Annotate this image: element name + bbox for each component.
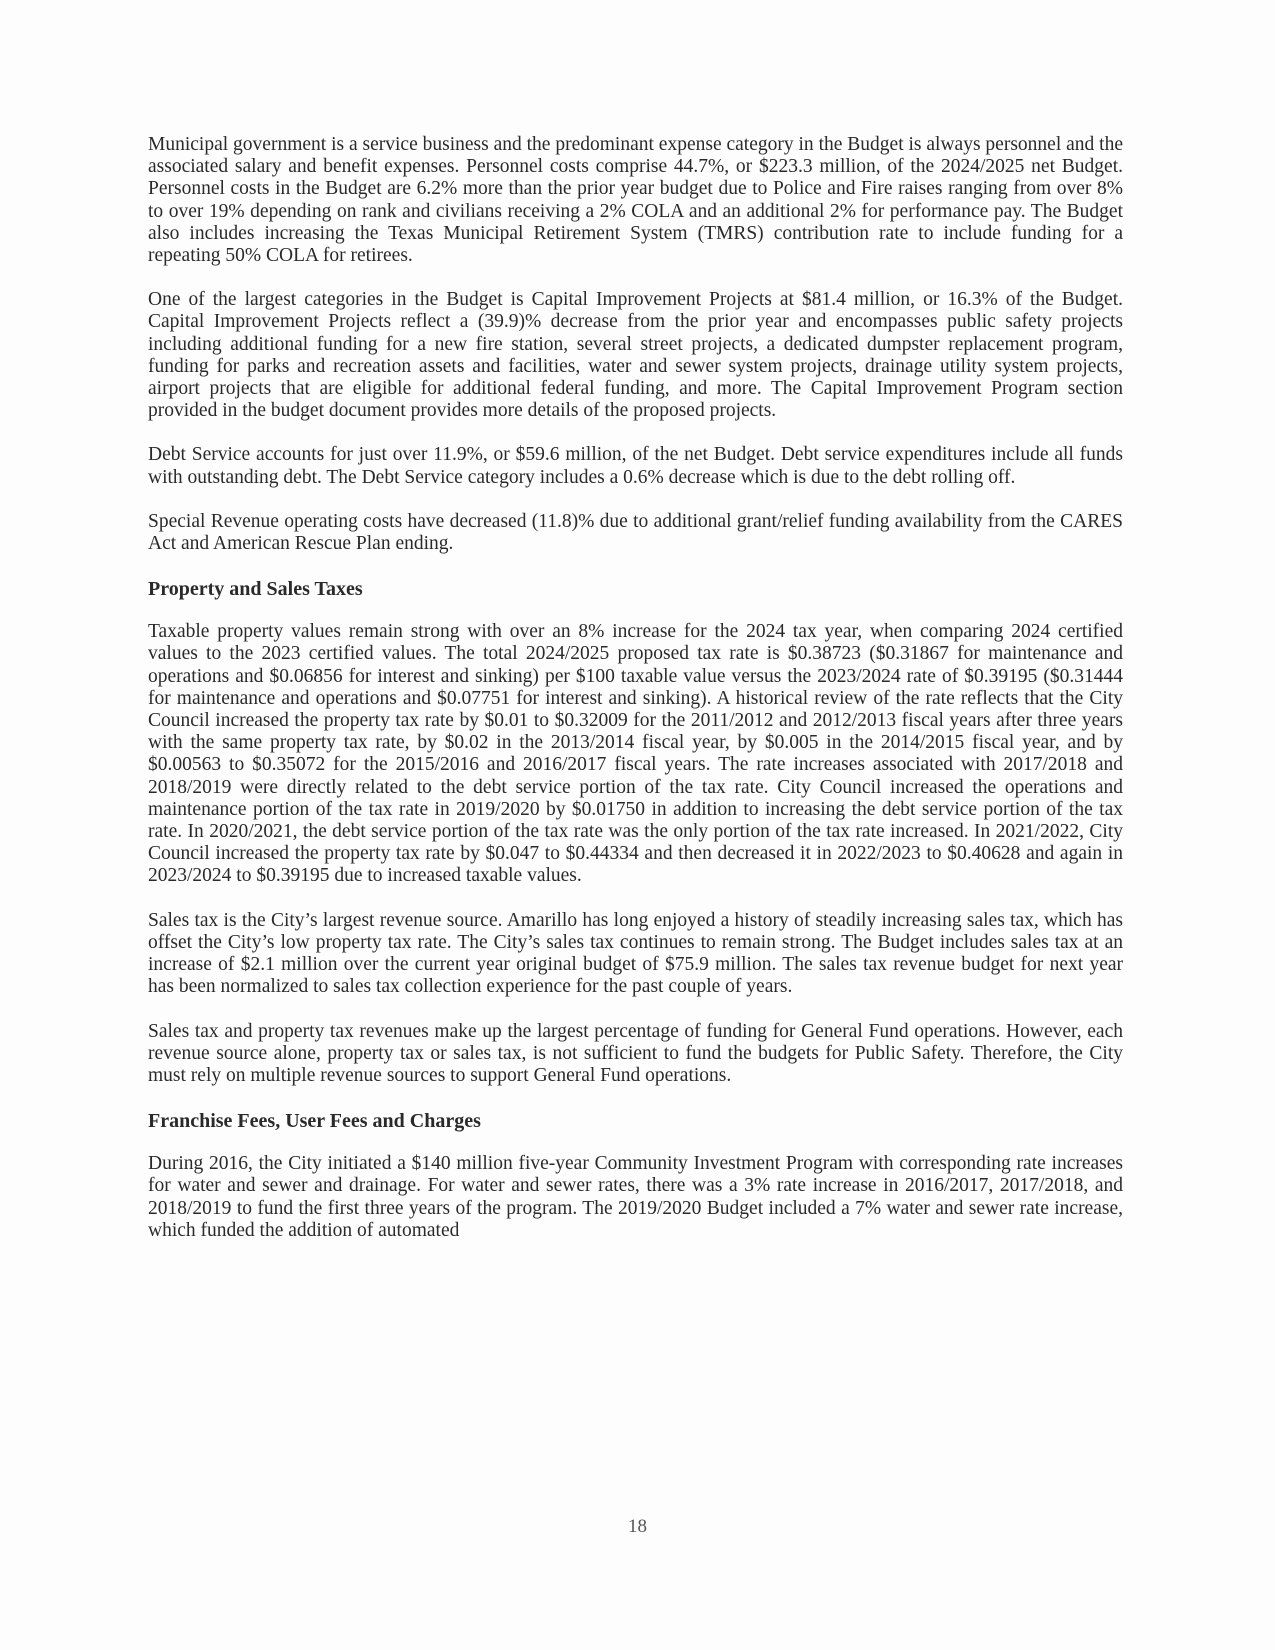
- heading-franchise-fees: Franchise Fees, User Fees and Charges: [148, 1110, 481, 1133]
- paragraph-capital-improvement-projects: One of the largest categories in the Budget is Capital Improvement Projects at $81.4 million, or 16.3% of the Budget. Capital Improvement Projects reflect a (39.9)% decrease from the prior year and encompasses public safety projects including additional funding for a new fire station, several street projects, a dedicated dumpster replacement program, funding for parks and recreation assets and facilities, water and sewer system projects, drainage utility system projects, airport projects that are eligible for additional federal funding, and more. The Capital Improvement Program section provided in the budget document provides more details of the proposed projects.: [148, 289, 1123, 422]
- paragraph-personnel-costs: Municipal government is a service business and the predominant expense category in the Budget is always personnel and the associated salary and benefit expenses. Personnel costs comprise 44.7%, or $223.3 million, of the 2024/2025 net Budget. Personnel costs in the Budget are 6.2% more than the prior year budget due to Police and Fire raises ranging from over 8% to over 19% depending on rank and civilians receiving a 2% COLA and an additional 2% for performance pay. The Budget also includes increasing the Texas Municipal Retirement System (TMRS) contribution rate to include funding for a repeating 50% COLA for retirees.: [148, 134, 1123, 267]
- page-number: 18: [628, 1516, 647, 1537]
- paragraph-special-revenue: Special Revenue operating costs have decreased (11.8)% due to additional grant/relief funding availability from the CARES Act and American Rescue Plan ending.: [148, 510, 1123, 555]
- paragraph-sales-tax: Sales tax is the City’s largest revenue source. Amarillo has long enjoyed a history of steadily increasing sales tax, which has offset the City’s low property tax rate. The City’s sales tax continues to remain strong. The Budget includes sales tax at an increase of $2.1 million over the current year original budget of $75.9 million. The sales tax revenue budget for next year has been normalized to sales tax collection experience for the past couple of years.: [148, 909, 1123, 998]
- paragraph-property-tax-rate: Taxable property values remain strong with over an 8% increase for the 2024 tax year, when comparing 2024 certified values to the 2023 certified values. The total 2024/2025 proposed tax rate is $0.38723 ($0.31867 for maintenance and operations and $0.06856 for interest and sinking) per $100 taxable value versus the 2023/2024 rate of $0.39195 ($0.31444 for maintenance and operations and $0.07751 for interest and sinking). A historical review of the rate reflects that the City Council increased the property tax rate by $0.01 to $0.32009 for the 2011/2012 and 2012/2013 fiscal years after three years with the same property tax rate, by $0.02 in the 2013/2014 fiscal year, by $0.005 in the 2014/2015 fiscal year, and by $0.00563 to $0.35072 for the 2015/2016 and 2016/2017 fiscal years. The rate increases associated with 2017/2018 and 2018/2019 were directly related to the debt service portion of the tax rate. City Council increased the operations and maintenance portion of the tax rate in 2019/2020 by $0.01750 in addition to increasing the debt service portion of the tax rate. In 2020/2021, the debt service portion of the tax rate was the only portion of the tax rate increased. In 2021/2022, City Council increased the property tax rate by $0.047 to $0.44334 and then decreased it in 2022/2023 to $0.40628 and again in 2023/2024 to $0.39195 due to increased taxable values.: [148, 621, 1123, 887]
- paragraph-revenue-sources: Sales tax and property tax revenues make up the largest percentage of funding for General Fund operations. However, each revenue source alone, property tax or sales tax, is not sufficient to fund the budgets for Public Safety. Therefore, the City must rely on multiple revenue sources to support General Fund operations.: [148, 1020, 1123, 1086]
- paragraph-community-investment-program: During 2016, the City initiated a $140 million five-year Community Investment Program with corresponding rate increases for water and sewer and drainage. For water and sewer rates, there was a 3% rate increase in 2016/2017, 2017/2018, and 2018/2019 to fund the first three years of the program. The 2019/2020 Budget included a 7% water and sewer rate increase, which funded the addition of automated: [148, 1153, 1123, 1241]
- document-body: [148, 134, 1123, 1264]
- heading-property-and-sales-taxes: Property and Sales Taxes: [148, 578, 363, 601]
- paragraph-debt-service: Debt Service accounts for just over 11.9%, or $59.6 million, of the net Budget. Debt service expenditures include all funds with outstanding debt. The Debt Service category includes a 0.6% decrease which is due to the debt rolling off.: [148, 444, 1123, 488]
